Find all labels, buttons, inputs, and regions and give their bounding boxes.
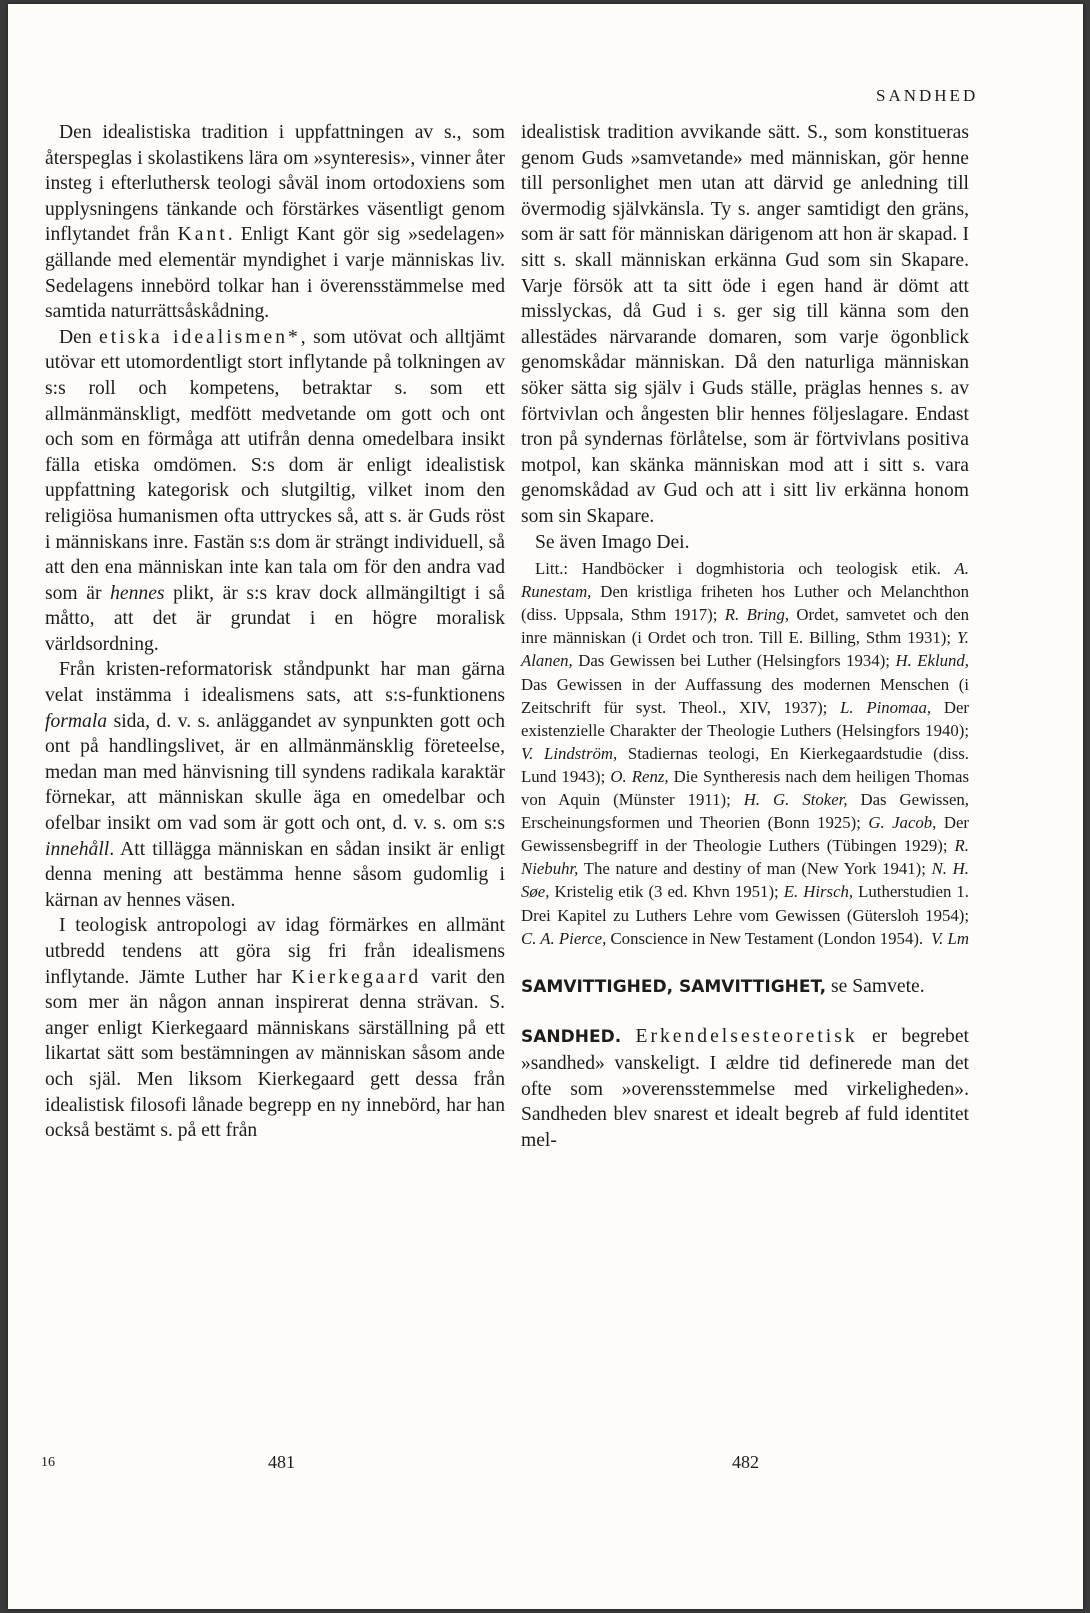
running-head: SANDHED: [876, 86, 979, 105]
entry-sandhed: SANDHED. Erkendelsesteoretisk er begrebet »sandhed» vanskeligt. I ældre tid definerede man det ofte som »overensstemmelse med virkeligheden». Sandheden blev snarest et idealt begreb af fuld identitet mel-: [521, 1026, 969, 1151]
paragraph: idealistisk tradition avvikande sätt. S., som konstitueras genom Guds »samvetande» med människan, gör henne till personlighet men utan att därvid ge anledning till övermodig självkänsla. Ty s. anger samtidigt den gräns, som är satt för människan därigenom att hon är skapad. I sitt s. skall människan erkänna Gud som sin Skapare. Varje försök att ta sitt öde i egen hand är dömt att misslyckas, då Gud i s. ger sig till känna som den allestädes närvarande domaren, som varje ögonblick genomskådar människan. Då den naturliga människan söker sätta sig själv i Guds ställe, präglas hennes s. av förtvivlan och ångesten blir hennes följeslagare. Endast tron på syndernas förlåtelse, som är förtvivlans positiva motpol, kan skänka människan mod att i sitt s. vara genomskådad av Gud och att i sitt liv erkänna honom som sin Skapare.: [521, 122, 969, 527]
paragraph: Den idealistiska tradition i uppfattningen av s., som återspeglas i skolastikens lära om »synteresis», vinner åter insteg i efterluthersk teologi såväl inom ortodoxiens som upplysningens tänkande och förstärkes väsentligt genom inflytandet från Kant. Enligt Kant gör sig »sedelagen» gällande med elementär myndighet i varje människas liv. Sedelagens innebörd tolkar han i överensstämmelse med samtida naturrättsåskådning.: [45, 122, 505, 323]
paragraph: Den etiska idealismen*, som utövat och alltjämt utövar ett utomordentligt stort inflytande på tolkningen av s:s roll och kompetens, betraktar s. som ett allmänmänskligt, medfött medvetande om gott och ont och som en förmåga att utifrån denna omedelbara insikt fälla etiska omdömen. S:s dom är enligt idealistisk uppfattning kategorisk och slutgiltig, vilket inom den religiösa humanismen ofta uttryckes så, att s. är Guds röst i människans inre. Fastän s:s dom är strängt individuell, så att den ena människan inte kan tala om för den andra vad som är hennes plikt, är s:s krav dock allmängiltigt i så måtto, att det är grundat i en högre moralisk världsordning.: [45, 326, 505, 655]
paragraph: I teologisk antropologi av idag förmärkes en allmänt utbredd tendens att göra sig fri från idealismens inflytande. Jämte Luther har Kierkegaard varit den som mer än någon annan inspirerat denna strävan. S. anger enligt Kierkegaard människans särställning på ett likartat sätt som bestämningen av människan såsom ande och själ. Men liksom Kierkegaard gett dessa från idealistisk filosofi lånade begrepp en ny innebörd, har han också bestämt s. på ett från: [45, 915, 505, 1142]
paragraph: Från kristen-reformatorisk ståndpunkt har man gärna velat instämma i idealismens sats, att s:s-funktionens formala sida, d. v. s. anläggandet av synpunkten gott och ont på handlingslivet, är en allmänmänsklig företeelse, medan man med hänvisning till syndens radikala karaktär förnekar, att människan skulle äga en omedelbar och ofelbar insikt om vad som är gott och ont, d. v. s. om s:s innehåll. Att tillägga människan en sådan insikt är enligt denna mening att bestämma henne såsom gudomlig i kärnan av hennes väsen.: [45, 659, 505, 911]
italic-term: innehåll: [45, 838, 110, 860]
headword: SAMVITTIGHED, SAMVITTIGHET,: [521, 976, 827, 997]
literature-list: Litt.: Handböcker i dogmhistoria och teologisk etik. A. Runestam, Den kristliga friheten hos Luther och Melanchthon (diss. Uppsala, Sthm 1917); R. Bring, Ordet, samvetet och den inre människan (i Ordet och tron. Till E. Billing, Sthm 1931); Y. Alanen, Das Gewissen bei Luther (Helsingfors 1934); H. Eklund, Das Gewissen in der Auffassung des modernen Menschen (i Zeitschrift für syst. Theol., XIV, 1937); L. Pinomaa, Der existenzielle Charakter der Theologie Luthers (Helsingfors 1940); V. Lindström, Stadiernas teologi, En Kierkegaardstudie (diss. Lund 1943); O. Renz, Die Syntheresis nach dem heiligen Thomas von Aquin (Münster 1911); H. G. Stoker, Das Gewissen, Erscheinungsformen und Theorien (Bonn 1925); G. Jacob, Der Gewissensbegriff in der Theologie Luthers (Tübingen 1929); R. Niebuhr, The nature and destiny of man (New York 1941); N. H. Søe, Kristelig etik (3 ed. Khvn 1951); E. Hirsch, Lutherstudien 1. Drei Kapitel zu Luthers Lehre vom Gewissen (Gütersloh 1954); C. A. Pierce, Conscience in New Testament (London 1954). V. Lm: [521, 557, 969, 950]
italic-term: hennes: [110, 582, 165, 604]
page-number-left: 481: [268, 1452, 295, 1472]
italic-term: formala: [45, 710, 108, 732]
emphasized-term: Kierkegaard: [291, 966, 422, 988]
book-page: [8, 4, 1083, 1609]
emphasized-term: Kant: [177, 224, 228, 246]
emphasized-term: Erkendelsesteoretisk: [635, 1026, 858, 1048]
right-column: [521, 120, 969, 1153]
author-signature: V. Lm: [931, 928, 969, 948]
page-number-right: 482: [732, 1452, 759, 1472]
emphasized-term: etiska idealismen*: [99, 326, 301, 348]
left-column: [45, 120, 505, 1144]
sheet-number: 16: [41, 1455, 55, 1470]
headword: SANDHED.: [521, 1027, 622, 1048]
entry-samvittighed: SAMVITTIGHED, SAMVITTIGHET, se Samvete.: [521, 975, 925, 997]
see-also: Se även Imago Dei.: [535, 531, 690, 553]
